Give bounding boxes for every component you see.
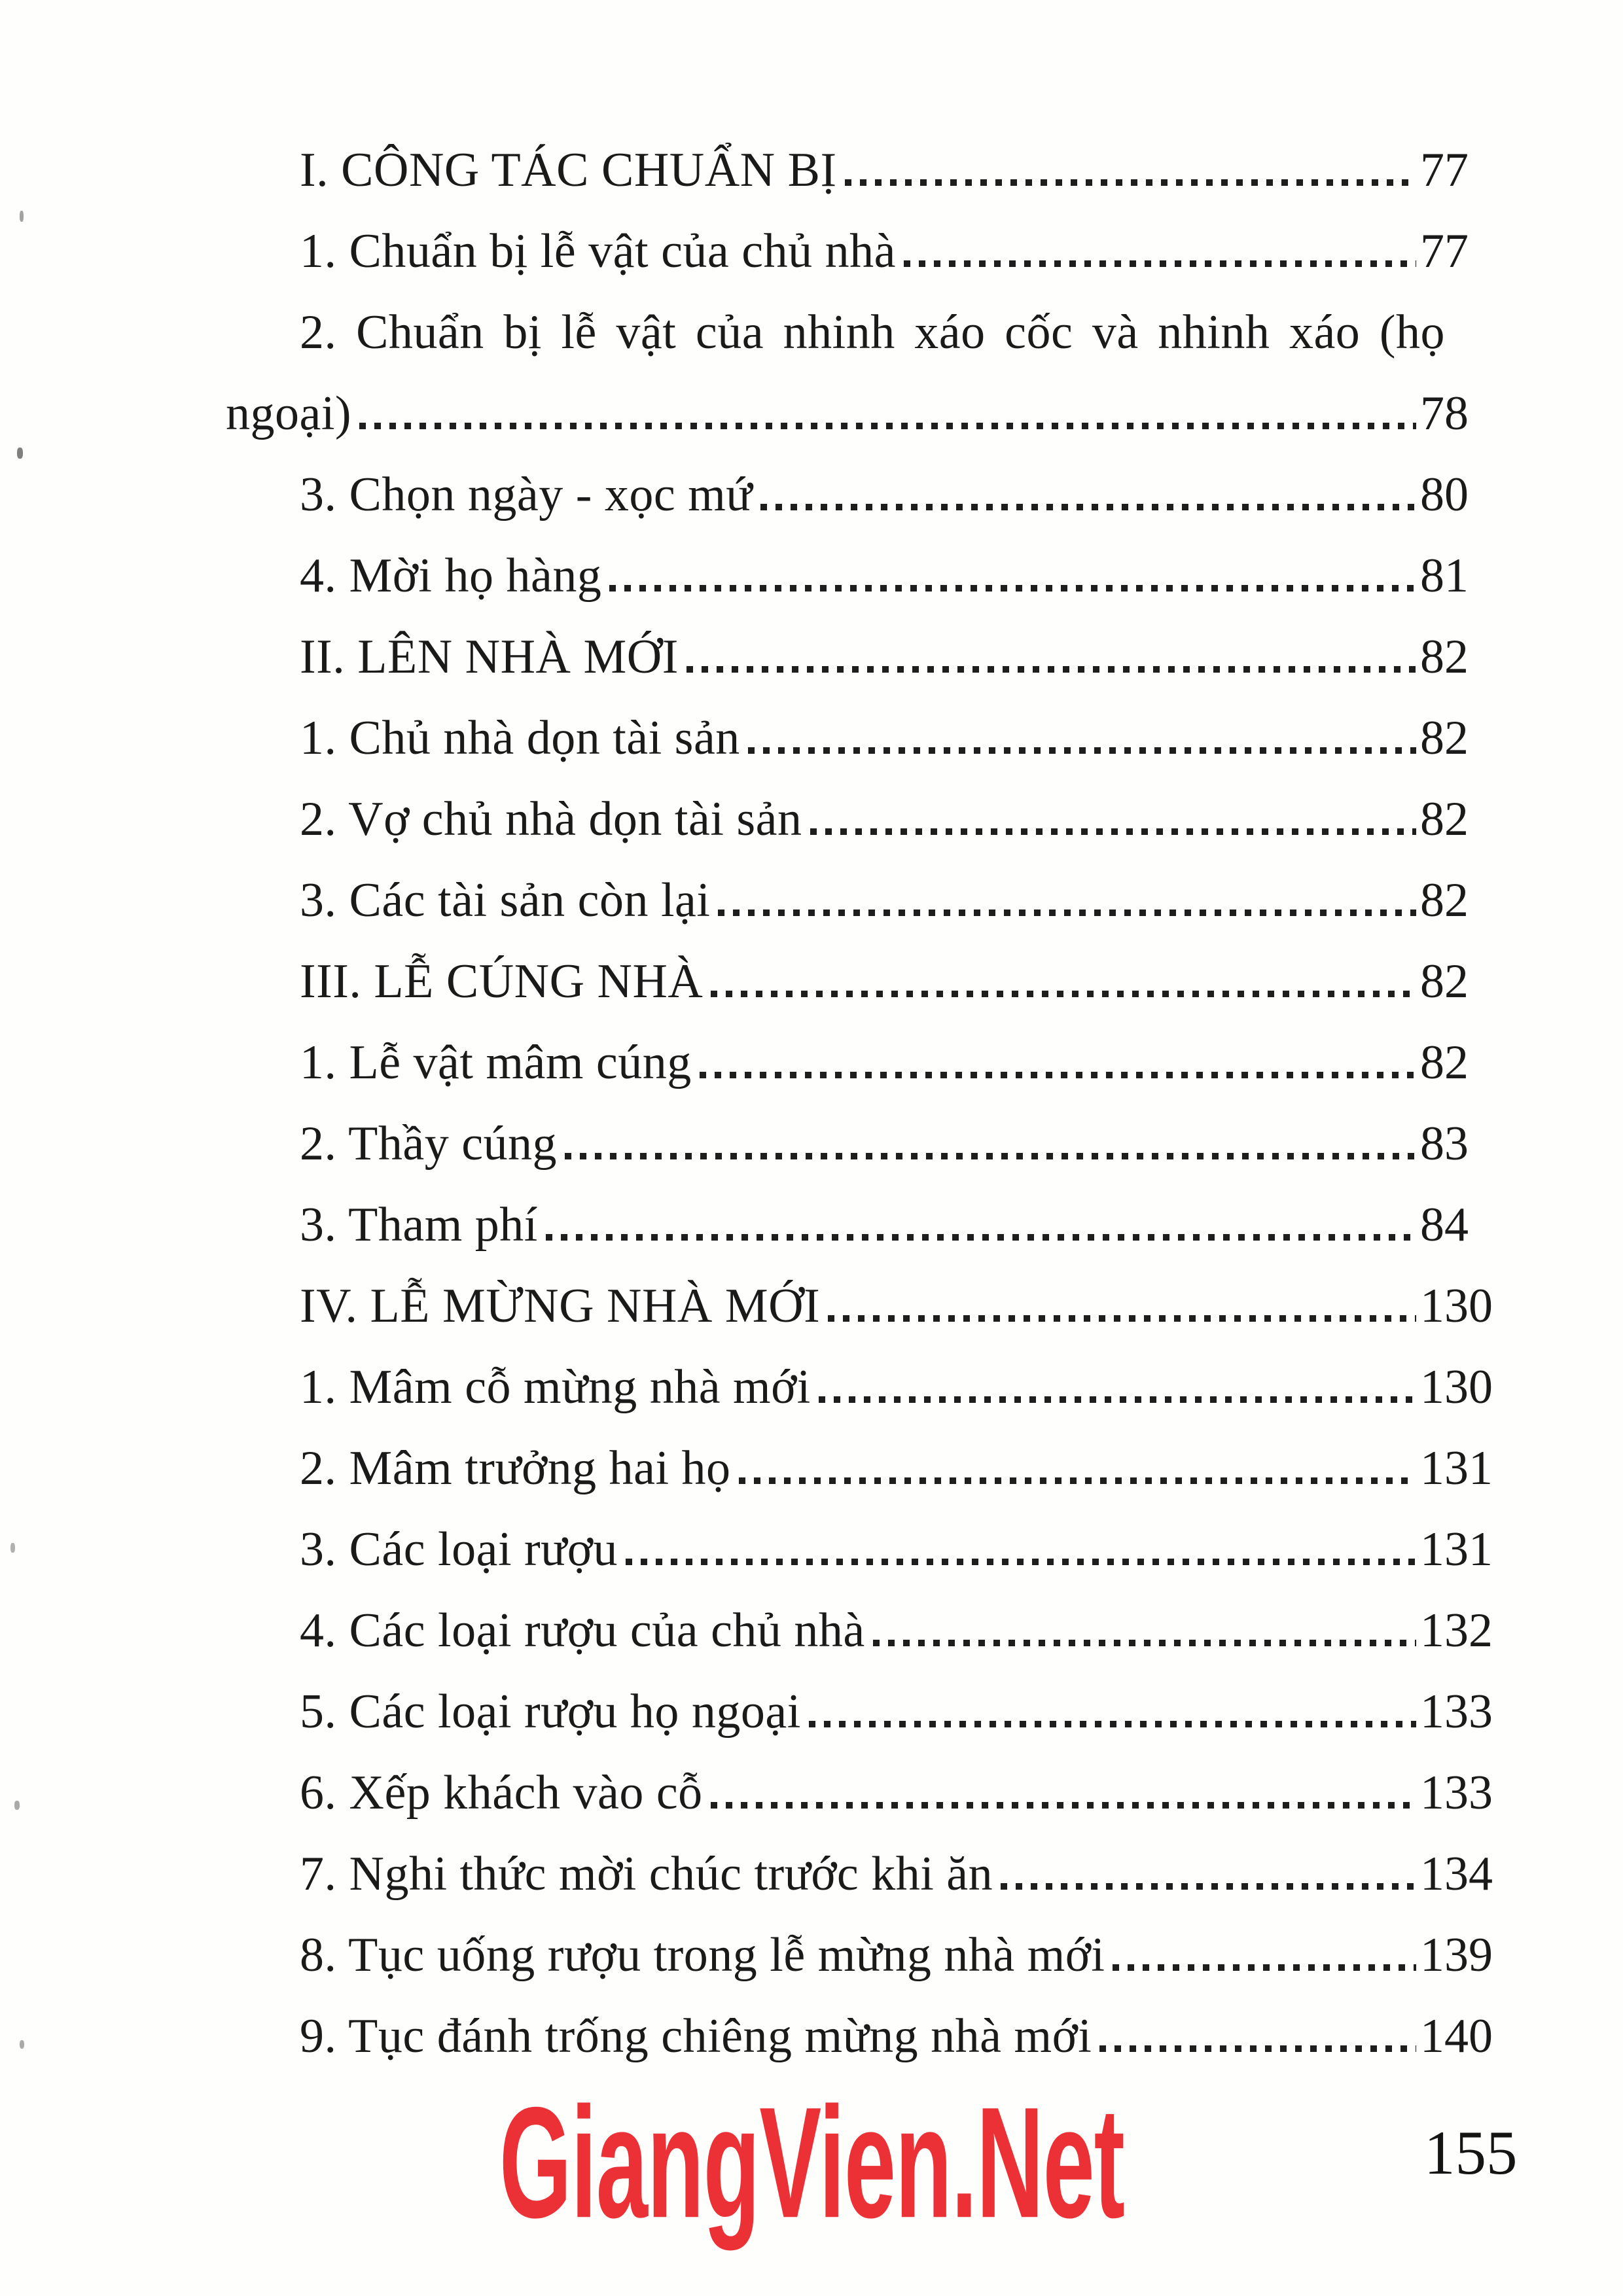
toc-entry-page-number: 139 xyxy=(1420,1928,1493,1982)
toc-entry-title: 1. Mâm cỗ mừng nhà mới xyxy=(300,1360,811,1414)
toc-entry-page-number: 140 xyxy=(1420,2009,1493,2063)
toc-entry xyxy=(226,1007,1495,1088)
toc-entry-title: 4. Mời họ hàng xyxy=(300,548,602,603)
dot-leader xyxy=(359,423,1416,429)
toc-entry xyxy=(226,1656,1495,1737)
toc-entry-title: I. CÔNG TÁC CHUẨN BỊ xyxy=(300,143,837,197)
toc-entry-title: 1. Chuẩn bị lễ vật của chủ nhà xyxy=(300,224,896,278)
dot-leader xyxy=(700,1072,1416,1078)
toc-entry-title: 2. Chuẩn bị lễ vật của nhinh xáo cốc và nhinh xáo (họ xyxy=(300,305,1445,359)
toc-entry xyxy=(226,358,1495,439)
dot-leader xyxy=(739,1477,1416,1484)
dot-leader xyxy=(546,1234,1416,1241)
toc-entry-page-number: 84 xyxy=(1420,1197,1469,1252)
toc-entry-page-number: 83 xyxy=(1420,1116,1469,1171)
dot-leader xyxy=(626,1559,1416,1565)
dot-leader xyxy=(711,991,1416,997)
dot-leader xyxy=(845,179,1416,186)
toc-entry-title: III. LỄ CÚNG NHÀ xyxy=(300,954,704,1008)
toc-entry xyxy=(226,601,1495,682)
toc-entry xyxy=(226,1413,1495,1494)
toc-entry xyxy=(226,1332,1495,1413)
toc-entry xyxy=(226,764,1495,845)
dot-leader xyxy=(819,1396,1416,1403)
dot-leader xyxy=(748,747,1416,754)
dot-leader xyxy=(1001,1883,1416,1890)
dot-leader xyxy=(760,504,1416,510)
toc-entry-title: 3. Các tài sản còn lại xyxy=(300,873,711,927)
toc-entry xyxy=(226,926,1495,1007)
toc-entry-page-number: 131 xyxy=(1420,1522,1493,1576)
dot-leader xyxy=(810,828,1416,835)
toc-entry xyxy=(226,1088,1495,1169)
toc-entry-page-number: 133 xyxy=(1420,1684,1493,1739)
toc-entry xyxy=(226,682,1495,764)
toc-entry-page-number: 77 xyxy=(1420,143,1469,197)
toc-entry-page-number: 82 xyxy=(1420,711,1469,765)
table-of-contents xyxy=(226,115,1495,2062)
watermark-text: GiangVien.Net xyxy=(499,2074,1124,2252)
scan-artifact xyxy=(17,448,23,459)
scan-artifact xyxy=(20,211,24,222)
toc-entry-page-number: 134 xyxy=(1420,1846,1493,1901)
toc-entry xyxy=(226,277,1495,358)
toc-entry xyxy=(226,1250,1495,1332)
dot-leader xyxy=(609,585,1416,592)
toc-entry-page-number: 78 xyxy=(1420,386,1469,440)
toc-entry-title: 3. Chọn ngày - xọc mứ xyxy=(300,467,753,521)
toc-entry-title: 7. Nghi thức mời chúc trước khi ăn xyxy=(300,1846,993,1901)
dot-leader xyxy=(711,1802,1416,1809)
toc-entry-title: 4. Các loại rượu của chủ nhà xyxy=(300,1603,865,1657)
toc-entry-page-number: 130 xyxy=(1420,1279,1493,1333)
toc-entry-title: 6. Xếp khách vào cỗ xyxy=(300,1765,703,1820)
toc-entry-page-number: 80 xyxy=(1420,467,1469,521)
toc-entry xyxy=(226,1575,1495,1656)
toc-entry-page-number: 131 xyxy=(1420,1441,1493,1495)
dot-leader xyxy=(809,1721,1416,1727)
toc-entry xyxy=(226,115,1495,196)
scan-artifact xyxy=(20,2040,24,2049)
toc-entry-title: II. LÊN NHÀ MỚI xyxy=(300,629,679,684)
toc-entry xyxy=(226,1737,1495,1818)
toc-entry-title: 1. Chủ nhà dọn tài sản xyxy=(300,711,740,765)
dot-leader xyxy=(687,666,1416,673)
toc-entry-title: 2. Mâm trưởng hai họ xyxy=(300,1441,731,1495)
toc-entry-title: 1. Lễ vật mâm cúng xyxy=(300,1035,692,1089)
toc-entry-page-number: 132 xyxy=(1420,1603,1493,1657)
toc-entry-title: 2. Thầy cúng xyxy=(300,1116,558,1171)
toc-entry-page-number: 81 xyxy=(1420,548,1469,603)
toc-entry-title: 5. Các loại rượu họ ngoại xyxy=(300,1684,801,1739)
dot-leader xyxy=(873,1640,1416,1646)
toc-entry-title: 2. Vợ chủ nhà dọn tài sản xyxy=(300,792,802,846)
toc-entry-page-number: 130 xyxy=(1420,1360,1493,1414)
toc-entry-title: IV. LỄ MỪNG NHÀ MỚI xyxy=(300,1279,821,1333)
toc-entry-page-number: 77 xyxy=(1420,224,1469,278)
dot-leader xyxy=(828,1315,1416,1322)
toc-entry-page-number: 82 xyxy=(1420,629,1469,684)
toc-entry xyxy=(226,1169,1495,1250)
dot-leader xyxy=(1099,2045,1416,2052)
toc-entry xyxy=(226,520,1495,601)
toc-entry-title: 3. Các loại rượu xyxy=(300,1522,618,1576)
toc-entry xyxy=(226,439,1495,520)
toc-entry-page-number: 82 xyxy=(1420,954,1469,1008)
page-number: 155 xyxy=(1424,2118,1518,2187)
toc-entry xyxy=(226,845,1495,926)
toc-entry-page-number: 82 xyxy=(1420,792,1469,846)
toc-entry-title: ngoại) xyxy=(226,386,352,440)
toc-entry-title: 3. Tham phí xyxy=(300,1197,538,1252)
dot-leader xyxy=(1113,1964,1416,1971)
toc-entry-title: 9. Tục đánh trống chiêng mừng nhà mới xyxy=(300,2009,1092,2063)
toc-entry xyxy=(226,1981,1495,2062)
scan-artifact xyxy=(10,1543,15,1553)
dot-leader xyxy=(565,1153,1416,1159)
toc-entry-page-number: 82 xyxy=(1420,1035,1469,1089)
dot-leader xyxy=(718,910,1416,916)
toc-entry xyxy=(226,196,1495,277)
toc-entry-title: 8. Tục uống rượu trong lễ mừng nhà mới xyxy=(300,1928,1105,1982)
toc-entry-page-number: 82 xyxy=(1420,873,1469,927)
toc-entry-page-number: 133 xyxy=(1420,1765,1493,1820)
toc-entry xyxy=(226,1494,1495,1575)
toc-entry xyxy=(226,1899,1495,1981)
toc-entry xyxy=(226,1818,1495,1899)
dot-leader xyxy=(904,260,1416,267)
scan-artifact xyxy=(14,1801,20,1810)
